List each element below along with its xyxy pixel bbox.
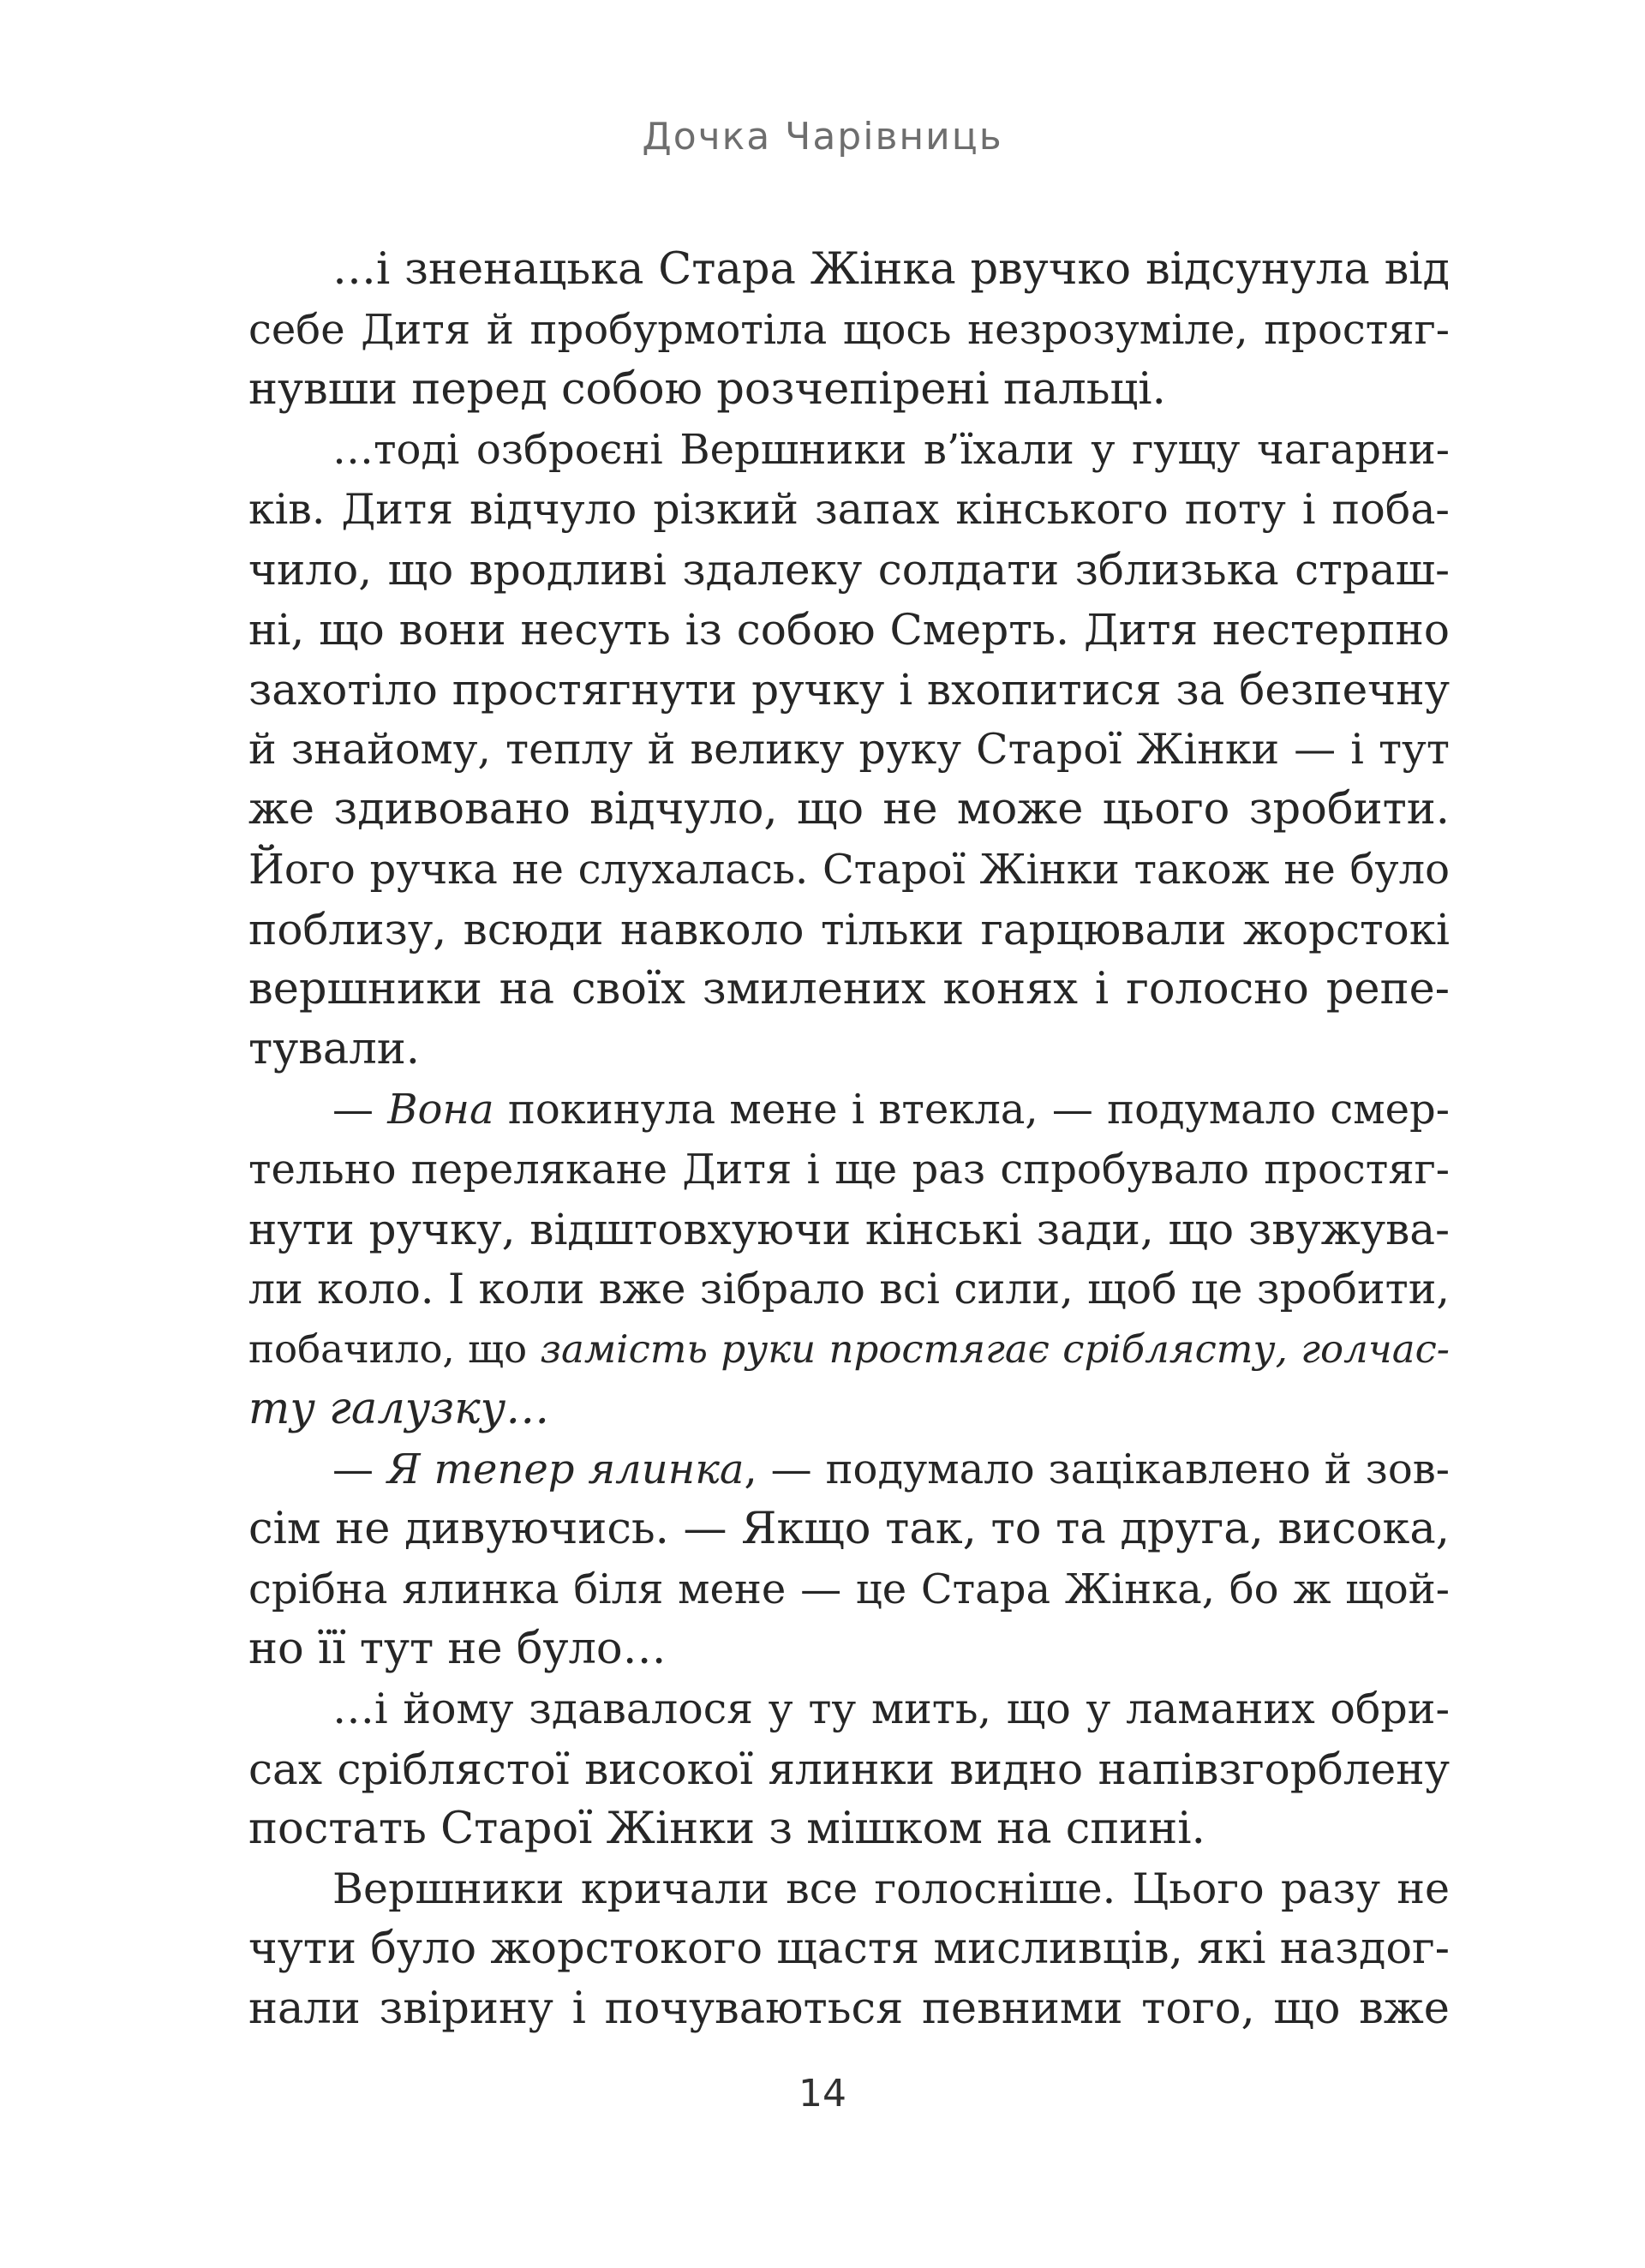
italic-text-segment: Я тепер ялинка xyxy=(386,1445,745,1493)
text-line xyxy=(248,1080,1450,1140)
text-line xyxy=(248,240,1450,300)
text-segment: й знайому, теплу й велику руку Старої Жінки — і тут xyxy=(248,725,1450,774)
text-segment: постать Старої Жінки з мішком на спині. xyxy=(248,1804,1205,1854)
text-segment: себе Дитя й пробурмотіла щось незрозуміле, простяг- xyxy=(248,306,1450,354)
text-line xyxy=(248,1859,1450,1919)
page-number: 14 xyxy=(799,2072,846,2115)
text-segment: захотіло простягнути ручку і вхопитися за безпечну xyxy=(248,665,1450,715)
text-line xyxy=(248,540,1450,600)
text-segment: нали звірину і почуваються певними того, що вже xyxy=(248,1984,1450,2034)
text-segment: , — подумало зацікавлено й зов- xyxy=(744,1445,1450,1493)
text-segment: ків. Дитя відчуло різкий запах кінського поту і поба- xyxy=(248,485,1450,534)
italic-text-segment: Вона xyxy=(387,1086,494,1134)
text-line xyxy=(248,1619,1450,1679)
text-line xyxy=(248,660,1450,720)
text-line xyxy=(248,600,1450,660)
text-segment: чути було жорстокого щастя мисливців, які наздог- xyxy=(248,1924,1450,1974)
text-segment: нути ручку, відштовхуючи кінські зади, що звужува- xyxy=(248,1205,1450,1254)
text-line xyxy=(248,900,1450,960)
text-line xyxy=(248,1320,1450,1379)
text-line xyxy=(248,1200,1450,1260)
text-line xyxy=(248,480,1450,540)
text-segment: Його ручка не слухалась. Старої Жінки також не було xyxy=(248,846,1450,894)
text-line xyxy=(248,840,1450,900)
text-segment: побачило, що xyxy=(248,1326,541,1372)
text-line xyxy=(248,720,1450,780)
text-line xyxy=(248,1679,1450,1739)
running-header: Дочка Чарівниць xyxy=(642,115,1003,159)
text-line xyxy=(248,1559,1450,1619)
text-segment: тували. xyxy=(248,1024,420,1074)
text-segment: срібна ялинка біля мене — це Стара Жінка, бо ж щой- xyxy=(248,1565,1450,1613)
italic-text-segment: ту галузку… xyxy=(248,1384,550,1434)
text-segment: нувши перед собою розчепірені пальці. xyxy=(248,364,1166,415)
text-line xyxy=(248,1439,1450,1499)
text-segment: тельно перелякане Дитя і ще раз спробувало простяг- xyxy=(248,1146,1450,1194)
text-line xyxy=(248,960,1450,1020)
text-line xyxy=(248,360,1450,420)
text-line xyxy=(248,1979,1450,2039)
text-segment: — xyxy=(332,1445,387,1493)
text-line xyxy=(248,1379,1450,1439)
text-segment: …і йому здавалося у ту мить, що у ламаних обри- xyxy=(332,1685,1450,1733)
text-segment: покинула мене і втекла, — подумало смер- xyxy=(494,1086,1450,1134)
text-segment: ли коло. І коли вже зібрало всі сили, щоб це зробити, xyxy=(248,1265,1450,1314)
text-line xyxy=(248,300,1450,360)
text-segment: же здивовано відчуло, що не може цього зробити. xyxy=(248,784,1450,835)
text-segment: чило, що вродливі здалеку солдати зблизька страш- xyxy=(248,545,1450,595)
text-line xyxy=(248,1739,1450,1799)
text-line xyxy=(248,1140,1450,1200)
body-text xyxy=(248,240,1450,2039)
text-segment: сім не дивуючись. — Якщо так, то та друга, висока, xyxy=(248,1504,1450,1554)
text-segment: …тоді озброєні Вершники в’їхали у гущу чагарни- xyxy=(332,426,1450,474)
text-line xyxy=(248,420,1450,480)
text-line xyxy=(248,1799,1450,1859)
text-segment: но її тут не було… xyxy=(248,1624,667,1674)
text-line xyxy=(248,1020,1450,1080)
text-segment: поблизу, всюди навколо тільки гарцювали жорстокі xyxy=(248,905,1450,954)
text-segment: Вершники кричали все голосніше. Цього разу не xyxy=(332,1864,1450,1913)
text-segment: — xyxy=(332,1086,388,1134)
text-line xyxy=(248,1260,1450,1320)
text-segment: …і зненацька Стара Жінка рвучко відсунула від xyxy=(332,244,1450,295)
text-segment: вершники на своїх змилених конях і голосно репе- xyxy=(248,964,1450,1014)
italic-text-segment: замість руки простягає сріблясту, голчас- xyxy=(540,1326,1450,1372)
text-line xyxy=(248,1499,1450,1559)
text-line xyxy=(248,1919,1450,1979)
text-line xyxy=(248,780,1450,840)
text-segment: ні, що вони несуть із собою Смерть. Дитя нестерпно xyxy=(248,605,1450,655)
text-segment: сах сріблястої високої ялинки видно напівзгорблену xyxy=(248,1744,1450,1794)
